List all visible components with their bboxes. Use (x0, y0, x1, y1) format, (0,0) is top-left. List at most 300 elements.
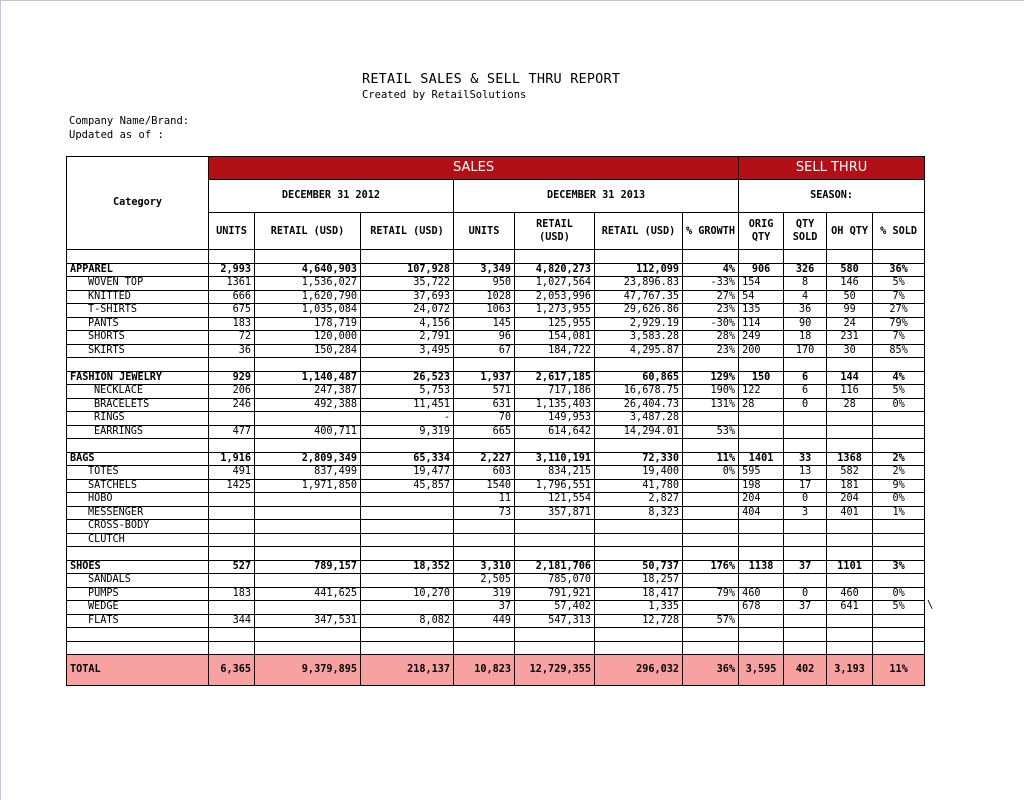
value-cell (739, 412, 784, 426)
value-cell: 122 (739, 385, 784, 399)
empty-cell (361, 641, 454, 655)
category-name-cell: SKIRTS (67, 344, 209, 358)
value-cell: 1101 (827, 560, 873, 574)
value-cell (873, 425, 925, 439)
item-row (67, 331, 925, 345)
value-cell: 10,823 (454, 655, 515, 686)
value-cell: 17 (784, 479, 827, 493)
value-cell (361, 533, 454, 547)
value-cell: 2,929.19 (595, 317, 683, 331)
value-cell: 2,617,185 (515, 371, 595, 385)
value-cell: 114 (739, 317, 784, 331)
empty-cell (67, 628, 209, 642)
value-cell (209, 574, 255, 588)
value-cell (784, 425, 827, 439)
value-cell: 1425 (209, 479, 255, 493)
value-cell: 2,505 (454, 574, 515, 588)
value-cell: 1401 (739, 452, 784, 466)
category-name-cell: EARRINGS (67, 425, 209, 439)
item-row (67, 601, 925, 615)
value-cell (255, 533, 361, 547)
item-row (67, 412, 925, 426)
value-cell: 204 (739, 493, 784, 507)
item-row (67, 425, 925, 439)
value-cell: 675 (209, 304, 255, 318)
value-cell: -30% (683, 317, 739, 331)
value-cell: 18,417 (595, 587, 683, 601)
value-cell: 14,294.01 (595, 425, 683, 439)
value-cell: 178,719 (255, 317, 361, 331)
value-cell (255, 601, 361, 615)
value-cell: 580 (827, 263, 873, 277)
category-name-cell: T-SHIRTS (67, 304, 209, 318)
value-cell: 50 (827, 290, 873, 304)
empty-cell (595, 628, 683, 642)
value-cell: 614,642 (515, 425, 595, 439)
value-cell (209, 493, 255, 507)
value-cell: 527 (209, 560, 255, 574)
value-cell: 5% (873, 385, 925, 399)
empty-cell (255, 358, 361, 372)
item-row (67, 574, 925, 588)
value-cell: 1,140,487 (255, 371, 361, 385)
category-name-cell: SANDALS (67, 574, 209, 588)
blank-row (67, 628, 925, 642)
value-cell: 2% (873, 452, 925, 466)
empty-cell (873, 250, 925, 264)
value-cell: 1,620,790 (255, 290, 361, 304)
value-cell: 249 (739, 331, 784, 345)
value-cell: 99 (827, 304, 873, 318)
empty-cell (827, 250, 873, 264)
empty-cell (873, 547, 925, 561)
value-cell: 19,400 (595, 466, 683, 480)
value-cell: 125,955 (515, 317, 595, 331)
company-name-label: Company Name/Brand: (69, 115, 190, 127)
category-name-cell: BRACELETS (67, 398, 209, 412)
empty-cell (683, 250, 739, 264)
blank-row (67, 439, 925, 453)
value-cell (683, 601, 739, 615)
value-cell: 36 (209, 344, 255, 358)
value-cell (784, 574, 827, 588)
value-cell: 837,499 (255, 466, 361, 480)
value-cell: 603 (454, 466, 515, 480)
value-cell: 492,388 (255, 398, 361, 412)
empty-cell (209, 358, 255, 372)
value-cell (739, 574, 784, 588)
empty-cell (515, 547, 595, 561)
col-oh-qty: OH QTY (827, 213, 873, 250)
empty-cell (873, 358, 925, 372)
item-row (67, 385, 925, 399)
category-name-cell: TOTAL (67, 655, 209, 686)
category-name-cell: RINGS (67, 412, 209, 426)
value-cell: 135 (739, 304, 784, 318)
empty-cell (454, 358, 515, 372)
value-cell: 460 (827, 587, 873, 601)
value-cell: 0% (873, 398, 925, 412)
value-cell: 0% (873, 493, 925, 507)
value-cell: 3,583.28 (595, 331, 683, 345)
updated-as-of-label: Updated as of : (69, 129, 164, 141)
value-cell (515, 533, 595, 547)
empty-cell (454, 250, 515, 264)
value-cell: 18,257 (595, 574, 683, 588)
value-cell (683, 533, 739, 547)
empty-cell (739, 250, 784, 264)
empty-cell (784, 439, 827, 453)
value-cell: 2,993 (209, 263, 255, 277)
empty-cell (683, 547, 739, 561)
empty-cell (873, 641, 925, 655)
value-cell (739, 614, 784, 628)
value-cell: 1368 (827, 452, 873, 466)
value-cell (255, 412, 361, 426)
value-cell: 16,678.75 (595, 385, 683, 399)
empty-cell (209, 250, 255, 264)
value-cell: 149,953 (515, 412, 595, 426)
empty-cell (67, 439, 209, 453)
value-cell: 19,477 (361, 466, 454, 480)
value-cell: 72 (209, 331, 255, 345)
value-cell (827, 425, 873, 439)
empty-cell (361, 547, 454, 561)
value-cell: 146 (827, 277, 873, 291)
value-cell: 204 (827, 493, 873, 507)
value-cell: 73 (454, 506, 515, 520)
item-row (67, 493, 925, 507)
empty-cell (454, 547, 515, 561)
value-cell: 24 (827, 317, 873, 331)
empty-cell (683, 628, 739, 642)
value-cell (873, 520, 925, 534)
value-cell: 231 (827, 331, 873, 345)
empty-cell (361, 250, 454, 264)
value-cell: 41,780 (595, 479, 683, 493)
value-cell: 65,334 (361, 452, 454, 466)
value-cell (683, 493, 739, 507)
value-cell: 789,157 (255, 560, 361, 574)
empty-cell (595, 439, 683, 453)
value-cell: 571 (454, 385, 515, 399)
value-cell: 37 (784, 560, 827, 574)
col-qty-sold: QTY SOLD (784, 213, 827, 250)
blank-row (67, 358, 925, 372)
value-cell (873, 412, 925, 426)
value-cell (515, 520, 595, 534)
value-cell: 2% (873, 466, 925, 480)
value-cell: 641 (827, 601, 873, 615)
empty-cell (683, 358, 739, 372)
value-cell: 1028 (454, 290, 515, 304)
empty-cell (683, 641, 739, 655)
empty-cell (209, 439, 255, 453)
value-cell: 441,625 (255, 587, 361, 601)
value-cell: 3% (873, 560, 925, 574)
value-cell: 79% (873, 317, 925, 331)
value-cell: 150 (739, 371, 784, 385)
value-cell: 3,349 (454, 263, 515, 277)
value-cell: 150,284 (255, 344, 361, 358)
value-cell (255, 520, 361, 534)
item-row (67, 304, 925, 318)
value-cell: 72,330 (595, 452, 683, 466)
empty-cell (595, 250, 683, 264)
value-cell: 0% (873, 587, 925, 601)
item-row (67, 344, 925, 358)
value-cell: 1063 (454, 304, 515, 318)
empty-cell (67, 250, 209, 264)
value-cell: 7% (873, 331, 925, 345)
value-cell: 717,186 (515, 385, 595, 399)
value-cell: 1,335 (595, 601, 683, 615)
value-cell: 0 (784, 587, 827, 601)
empty-cell (454, 641, 515, 655)
col-pct-sold: % SOLD (873, 213, 925, 250)
value-cell: 67 (454, 344, 515, 358)
value-cell: 404 (739, 506, 784, 520)
value-cell: 460 (739, 587, 784, 601)
value-cell: 57,402 (515, 601, 595, 615)
value-cell: 678 (739, 601, 784, 615)
empty-cell (595, 547, 683, 561)
value-cell: 120,000 (255, 331, 361, 345)
value-cell (595, 520, 683, 534)
value-cell: 3,110,191 (515, 452, 595, 466)
empty-cell (361, 628, 454, 642)
value-cell: 12,729,355 (515, 655, 595, 686)
value-cell: 1,971,850 (255, 479, 361, 493)
value-cell: 36 (784, 304, 827, 318)
item-row (67, 614, 925, 628)
empty-cell (515, 628, 595, 642)
value-cell: 8,082 (361, 614, 454, 628)
value-cell: 9,379,895 (255, 655, 361, 686)
value-cell (784, 412, 827, 426)
value-cell: 144 (827, 371, 873, 385)
empty-cell (515, 641, 595, 655)
value-cell: 9,319 (361, 425, 454, 439)
value-cell: 6 (784, 385, 827, 399)
value-cell: 1,937 (454, 371, 515, 385)
value-cell: 2,791 (361, 331, 454, 345)
value-cell (873, 574, 925, 588)
item-row (67, 290, 925, 304)
empty-cell (595, 358, 683, 372)
value-cell (683, 520, 739, 534)
value-cell: 5,753 (361, 385, 454, 399)
value-cell (255, 493, 361, 507)
value-cell (595, 533, 683, 547)
value-cell (827, 520, 873, 534)
value-cell: 247,387 (255, 385, 361, 399)
item-row (67, 479, 925, 493)
value-cell: 2,053,996 (515, 290, 595, 304)
empty-cell (515, 439, 595, 453)
value-cell: 8,323 (595, 506, 683, 520)
value-cell: 33 (784, 452, 827, 466)
value-cell: 6,365 (209, 655, 255, 686)
value-cell: 246 (209, 398, 255, 412)
value-cell: 665 (454, 425, 515, 439)
item-row (67, 520, 925, 534)
value-cell: 24,072 (361, 304, 454, 318)
value-cell: 547,313 (515, 614, 595, 628)
value-cell: 7% (873, 290, 925, 304)
empty-cell (515, 250, 595, 264)
empty-cell (683, 439, 739, 453)
value-cell: 9% (873, 479, 925, 493)
value-cell: 90 (784, 317, 827, 331)
col-orig-qty: ORIG QTY (739, 213, 784, 250)
value-cell: 1,035,084 (255, 304, 361, 318)
value-cell: 47,767.35 (595, 290, 683, 304)
value-cell: 5% (873, 277, 925, 291)
empty-cell (784, 547, 827, 561)
category-name-cell: FLATS (67, 614, 209, 628)
value-cell: 154 (739, 277, 784, 291)
sell-thru-section-header: SELL THRU (739, 157, 925, 180)
value-cell: 200 (739, 344, 784, 358)
group-summary-row (67, 371, 925, 385)
value-cell (209, 601, 255, 615)
value-cell (683, 506, 739, 520)
value-cell: 1540 (454, 479, 515, 493)
value-cell: 11,451 (361, 398, 454, 412)
value-cell: 10,270 (361, 587, 454, 601)
value-cell: 5% (873, 601, 925, 615)
value-cell: - (361, 412, 454, 426)
category-name-cell: WOVEN TOP (67, 277, 209, 291)
value-cell: 449 (454, 614, 515, 628)
value-cell: 0 (784, 398, 827, 412)
value-cell: 11 (454, 493, 515, 507)
value-cell: 184,722 (515, 344, 595, 358)
value-cell: 112,099 (595, 263, 683, 277)
empty-cell (873, 628, 925, 642)
blank-row (67, 641, 925, 655)
value-cell (873, 533, 925, 547)
empty-cell (209, 641, 255, 655)
value-cell: 1,796,551 (515, 479, 595, 493)
col-retail-2012: RETAIL (USD) (255, 213, 361, 250)
empty-cell (67, 358, 209, 372)
value-cell: 36% (683, 655, 739, 686)
value-cell: 28 (739, 398, 784, 412)
value-cell: 23,896.83 (595, 277, 683, 291)
value-cell: 2,827 (595, 493, 683, 507)
category-header: Category (67, 157, 209, 250)
value-cell: 1,916 (209, 452, 255, 466)
blank-row (67, 250, 925, 264)
value-cell (873, 614, 925, 628)
value-cell: 666 (209, 290, 255, 304)
value-cell (361, 493, 454, 507)
col-retail-2013: RETAIL (USD) (515, 213, 595, 250)
group-summary-row (67, 452, 925, 466)
value-cell (827, 574, 873, 588)
value-cell: 85% (873, 344, 925, 358)
value-cell: 29,626.86 (595, 304, 683, 318)
value-cell (739, 520, 784, 534)
value-cell: 319 (454, 587, 515, 601)
value-cell: 170 (784, 344, 827, 358)
value-cell: 181 (827, 479, 873, 493)
value-cell: 35,722 (361, 277, 454, 291)
report-body (67, 250, 925, 686)
value-cell: 176% (683, 560, 739, 574)
category-name-cell: CROSS-BODY (67, 520, 209, 534)
empty-cell (255, 250, 361, 264)
value-cell: 3,310 (454, 560, 515, 574)
category-name-cell: SATCHELS (67, 479, 209, 493)
value-cell (683, 574, 739, 588)
value-cell: 347,531 (255, 614, 361, 628)
empty-cell (784, 641, 827, 655)
item-row (67, 587, 925, 601)
value-cell: 96 (454, 331, 515, 345)
value-cell: 950 (454, 277, 515, 291)
item-row (67, 398, 925, 412)
value-cell: 3,193 (827, 655, 873, 686)
value-cell: 3 (784, 506, 827, 520)
category-name-cell: SHOES (67, 560, 209, 574)
empty-cell (255, 641, 361, 655)
period-2012-header: DECEMBER 31 2012 (209, 180, 454, 213)
value-cell (739, 425, 784, 439)
value-cell: 400,711 (255, 425, 361, 439)
blank-row (67, 547, 925, 561)
empty-cell (739, 547, 784, 561)
value-cell (454, 520, 515, 534)
empty-cell (209, 628, 255, 642)
group-summary-row (67, 263, 925, 277)
value-cell: 791,921 (515, 587, 595, 601)
value-cell: 1,536,027 (255, 277, 361, 291)
empty-cell (454, 439, 515, 453)
empty-cell (827, 358, 873, 372)
category-name-cell: KNITTED (67, 290, 209, 304)
value-cell: 1138 (739, 560, 784, 574)
value-cell: 54 (739, 290, 784, 304)
value-cell (209, 412, 255, 426)
value-cell: 834,215 (515, 466, 595, 480)
empty-cell (361, 358, 454, 372)
value-cell: 13 (784, 466, 827, 480)
value-cell: 4% (873, 371, 925, 385)
total-row (67, 655, 925, 686)
value-cell: 3,495 (361, 344, 454, 358)
value-cell: 402 (784, 655, 827, 686)
value-cell: 929 (209, 371, 255, 385)
empty-cell (739, 439, 784, 453)
period-2013-header: DECEMBER 31 2013 (454, 180, 739, 213)
value-cell: 23% (683, 344, 739, 358)
value-cell: 1361 (209, 277, 255, 291)
value-cell (209, 520, 255, 534)
value-cell: 145 (454, 317, 515, 331)
value-cell (827, 614, 873, 628)
value-cell: 1,135,403 (515, 398, 595, 412)
value-cell: 11% (873, 655, 925, 686)
value-cell (361, 520, 454, 534)
value-cell (784, 614, 827, 628)
empty-cell (67, 641, 209, 655)
value-cell: 595 (739, 466, 784, 480)
value-cell: 8 (784, 277, 827, 291)
value-cell: 218,137 (361, 655, 454, 686)
